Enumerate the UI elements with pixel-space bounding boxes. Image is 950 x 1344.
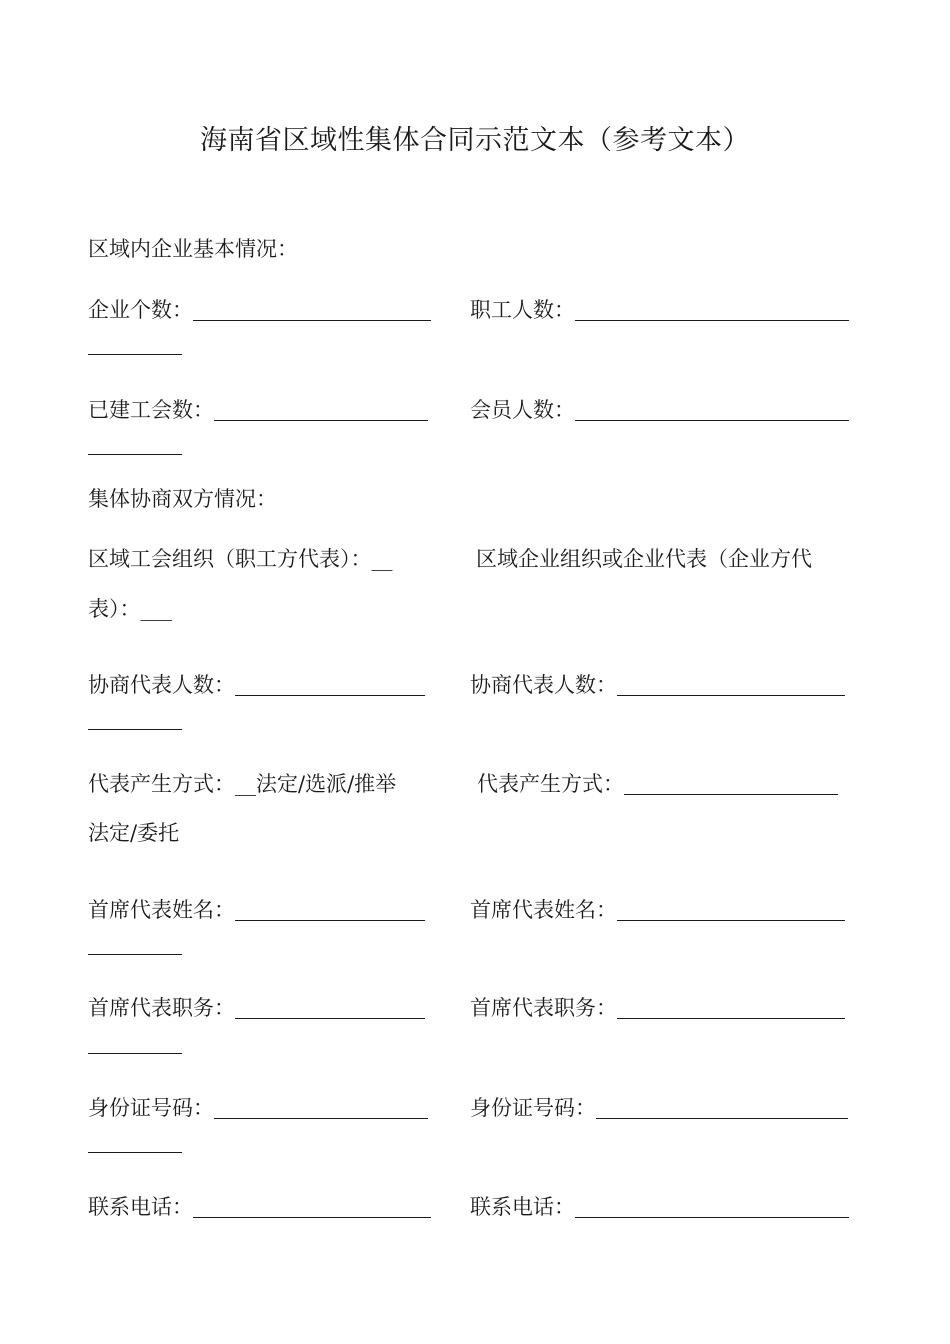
member-count-field[interactable] [575, 398, 849, 421]
left-rep-count-label: 协商代表人数： [88, 673, 235, 697]
right-method-label: 代表产生方式： [477, 772, 624, 796]
right-chief-name-row [470, 895, 845, 925]
right-method-field[interactable] [624, 772, 838, 795]
right-chief-name-field-continuation[interactable] [88, 954, 182, 955]
left-phone-row [88, 1192, 431, 1222]
right-method-options: 法定/委托 [88, 821, 180, 845]
union-count-field[interactable] [214, 398, 428, 421]
right-rep-count-field-continuation[interactable] [88, 729, 182, 730]
left-id-label: 身份证号码： [88, 1096, 214, 1120]
right-id-field-continuation[interactable] [88, 1152, 182, 1153]
left-chief-title-row [88, 993, 425, 1023]
left-phone-field[interactable] [193, 1195, 431, 1218]
worker-count-row [470, 295, 849, 325]
right-chief-title-label: 首席代表职务： [470, 996, 617, 1020]
enterprise-org-label-line1: 区域企业组织或企业代表（企业方代 [476, 547, 812, 571]
right-phone-field[interactable] [575, 1195, 849, 1218]
left-method-label[interactable]: 代表产生方式：__法定/选派/推举 [88, 772, 397, 796]
union-count-label: 已建工会数： [88, 398, 214, 422]
worker-count-label: 职工人数： [470, 298, 575, 322]
left-id-field[interactable] [214, 1096, 428, 1119]
right-id-row [470, 1093, 848, 1123]
right-rep-count-label: 协商代表人数： [470, 673, 617, 697]
right-phone-label: 联系电话： [470, 1195, 575, 1219]
left-chief-title-label: 首席代表职务： [88, 996, 235, 1020]
enterprise-count-row [88, 295, 431, 325]
union-count-row [88, 395, 428, 425]
left-id-row [88, 1093, 428, 1123]
right-rep-count-field[interactable] [617, 673, 845, 696]
enterprise-count-field[interactable] [193, 298, 431, 321]
left-phone-label: 联系电话： [88, 1195, 193, 1219]
right-chief-title-field[interactable] [617, 996, 845, 1019]
left-chief-name-row [88, 895, 425, 925]
member-count-field-continuation[interactable] [88, 454, 182, 455]
section-heading-parties: 集体协商双方情况： [88, 487, 277, 511]
left-chief-name-field[interactable] [235, 898, 425, 921]
right-phone-row [470, 1192, 849, 1222]
right-id-label: 身份证号码： [470, 1096, 596, 1120]
right-id-field[interactable] [596, 1096, 848, 1119]
section-heading-enterprise-info: 区域内企业基本情况： [88, 237, 298, 261]
left-rep-count-row [88, 670, 425, 700]
union-org-label[interactable]: 区域工会组织（职工方代表）：__ [88, 547, 393, 571]
right-rep-count-row [470, 670, 845, 700]
right-chief-name-field[interactable] [617, 898, 845, 921]
enterprise-count-label: 企业个数： [88, 298, 193, 322]
left-chief-title-field[interactable] [235, 996, 425, 1019]
worker-count-field-continuation[interactable] [88, 354, 182, 355]
left-chief-name-label: 首席代表姓名： [88, 898, 235, 922]
member-count-label: 会员人数： [470, 398, 575, 422]
worker-count-field[interactable] [575, 298, 849, 321]
right-method-row [477, 769, 838, 799]
right-chief-title-row [470, 993, 845, 1023]
document-title: 海南省区域性集体合同示范文本（参考文本） [200, 125, 750, 156]
right-chief-title-field-continuation[interactable] [88, 1053, 182, 1054]
member-count-row [470, 395, 849, 425]
left-rep-count-field[interactable] [235, 673, 425, 696]
right-chief-name-label: 首席代表姓名： [470, 898, 617, 922]
enterprise-org-label-line2[interactable]: 表）：___ [88, 597, 172, 621]
